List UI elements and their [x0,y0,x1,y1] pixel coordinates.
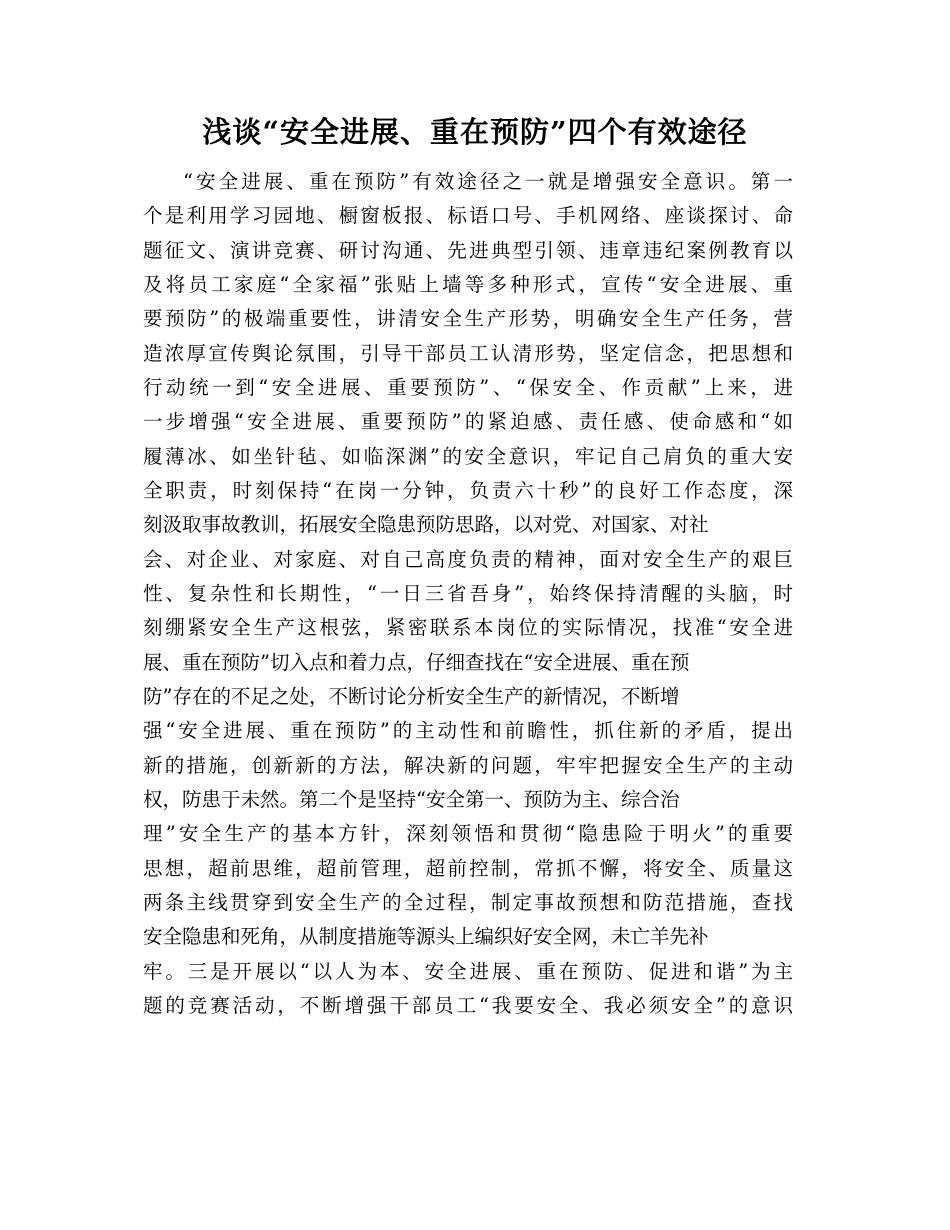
text-line: 题的竞赛活动，不断增强干部员工“我要安全、我必须安全”的意识 [143,993,793,1017]
document-title: 浅谈“安全进展、重在预防”四个有效途径 [202,115,748,149]
text-line: 全职责，时刻保持“在岗一分钟，负责六十秒”的良好工作态度，深 [143,478,793,502]
text-line: 刻绷紧安全生产这根弦，紧密联系本岗位的实际情况，找准“安全进 [143,616,793,640]
text-line: 两条主线贯穿到安全生产的全过程，制定事故预想和防范措施，查找 [143,890,793,914]
text-line: 会、对企业、对家庭、对自己高度负责的精神，面对安全生产的艰巨 [143,547,793,571]
text-line: 权，防患于未然。第二个是坚持“安全第一、预防为主、综合治 [143,787,680,811]
text-line: 强“安全进展、重在预防”的主动性和前瞻性，抓住新的矛盾，提出 [143,719,793,743]
document-body [143,165,793,1023]
text-line: 一步增强“安全进展、重要预防”的紧迫感、责任感、使命感和“如 [143,410,793,434]
text-line: 展、重在预防”切入点和着力点，仔细查找在“安全进展、重在预 [143,650,690,674]
text-line: 刻汲取事故教训，拓展安全隐患预防思路，以对党、对国家、对社 [143,513,709,537]
text-line: 题征文、演讲竞赛、研讨沟通、先进典型引领、违章违纪案例教育以 [143,238,793,262]
text-line: 安全隐患和死角，从制度措施等源头上编织好安全网，未亡羊先补 [143,925,709,949]
text-line: 履薄冰、如坐针毡、如临深渊”的安全意识，牢记自己肩负的重大安 [143,444,793,468]
text-line: 性、复杂性和长期性，“一日三省吾身”，始终保持清醒的头脑，时 [143,581,793,605]
text-line: 防”存在的不足之处，不断讨论分析安全生产的新情况，不断增 [143,684,680,708]
text-line: 要预防”的极端重要性，讲清安全生产形势，明确安全生产任务，营 [143,307,793,331]
text-line: “安全进展、重在预防”有效途径之一就是增强安全意识。第一 [183,170,793,193]
text-line: 理”安全生产的基本方针，深刻领悟和贯彻“隐患险于明火”的重要 [143,822,793,846]
text-line: 造浓厚宣传舆论氛围，引导干部员工认清形势，坚定信念，把思想和 [143,341,793,365]
text-line: 行动统一到“安全进展、重要预防”、“保安全、作贡献”上来，进 [143,375,793,399]
text-line: 及将员工家庭“全家福”张贴上墙等多种形式，宣传“安全进展、重 [143,272,793,296]
text-line: 个是利用学习园地、橱窗板报、标语口号、手机网络、座谈探讨、命 [143,204,793,228]
text-line: 新的措施，创新新的方法，解决新的问题，牢牢把握安全生产的主动 [143,753,793,777]
text-line: 思想，超前思维，超前管理，超前控制，常抓不懈，将安全、质量这 [143,856,793,880]
text-line: 牢。三是开展以“以人为本、安全进展、重在预防、促进和谐”为主 [143,959,793,983]
